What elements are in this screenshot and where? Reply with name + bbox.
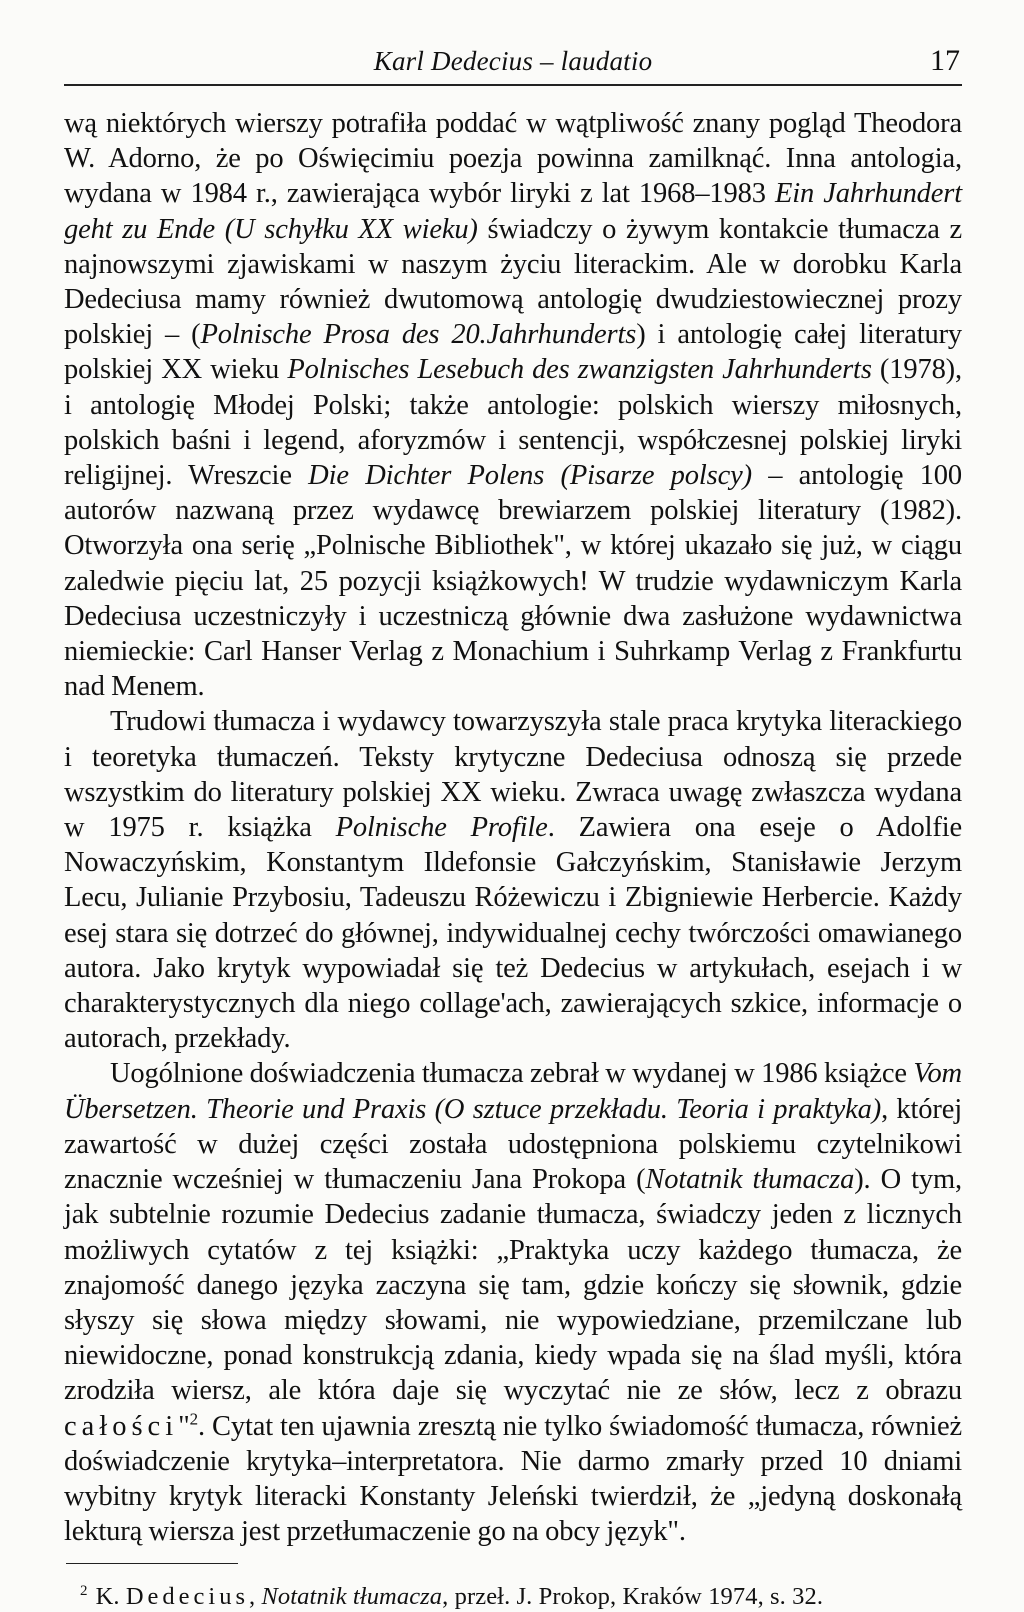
italic-title: Notatnik tłumacza: [645, 1164, 855, 1196]
italic-title: Ein Jahrhundert geht zu Ende (U schyłku XX wieku): [64, 178, 962, 245]
text-run: , przeł. J. Prokop, Kraków 1974, s. 32.: [442, 1583, 824, 1611]
page-header: [64, 38, 962, 86]
text-run: . Cytat ten ujawnia zresztą nie tylko świadomość tłumacza, również doświadczenie krytyka–interpretatora. Nie darmo zmarły przed 10 dniami wybitny krytyk literacki Konstanty Jeleński twierdził, że „jedyną doskonałą lekturą wiersza jest przetłumaczenie go na obcy język".: [64, 1410, 962, 1548]
spaced-emphasis: Dedecius: [125, 1583, 250, 1611]
text-run: K.: [95, 1583, 126, 1611]
footnote-rule: [66, 1563, 238, 1564]
italic-title: Polnische Profile: [335, 812, 548, 844]
text-run: Uogólnione doświadczenia tłumacza zebrał w wydanej w 1986 książce: [110, 1058, 914, 1090]
paragraph-2: [64, 704, 962, 1056]
text-run: ": [178, 1410, 190, 1442]
spaced-emphasis: całości: [64, 1410, 179, 1442]
italic-title: Polnisches Lesebuch des zwanzigsten Jahrhunderts: [287, 354, 872, 386]
running-title: Karl Dedecius – laudatio: [373, 46, 653, 76]
text-run: . Zawiera ona eseje o Adolfie Nowaczyńskim, Konstantym Ildefonsie Gałczyńskim, Stanisławie Jerzym Lecu, Julianie Przybosiu, Tadeuszu Różewiczu i Zbigniewie Herbercie. Każdy esej stara się dotrzeć do głównej, indywidualnej cechy twórczości omawianego autora. Jako krytyk wypowiadał się też Dedecius w artykułach, esejach i w charakterystycznych dla niego collage'ach, zawierających szkice, informacje o autorach, przekłady.: [64, 812, 963, 1055]
text-run: ). O tym, jak subtelnie rozumie Dedecius zadanie tłumacza, świadczy jeden z licznych możliwych cytatów z tej książki: „Praktyka uczy każdego tłumacza, że znajomość danego języka zaczyna się tam, gdzie kończy się słownik, gdzie słyszy się słowa między słowami, nie wypowiedziane, przemilczane lub niewidoczne, ponad konstrukcją zdania, kiedy wpada się na ślad myśli, która zrodziła wiersz, ale która daje się wyczytać nie ze słów, lecz z obrazu: [64, 1164, 963, 1407]
italic-title: Vom Übersetzen. Theorie und Praxis (O sztuce przekładu. Teoria i praktyka): [64, 1058, 962, 1125]
text-run: Trudowi tłumacza i wydawcy towarzyszyła stale praca krytyka literackiego i teoretyka tłumaczeń. Teksty krytyczne Dedeciusa odnoszą się przede wszystkim do literatury polskiej XX wieku. Zwraca uwagę zwłaszcza wydana w 1975 r. książka: [64, 706, 962, 844]
text-run: świadczy o żywym kontakcie tłumacza z najnowszymi zjawiskami w naszym życiu literackim. Ale w dorobku Karla Dedeciusa mamy również dwutomową antologię dwudziestowiecznej prozy polskiej – (: [64, 213, 962, 351]
text-run: ,: [249, 1583, 262, 1611]
text-run: ) i antologię całej literatury polskiej XX wieku: [64, 319, 963, 386]
page-number: 17: [930, 44, 960, 77]
text-run: , której zawartość w dużej części została udostępniona polskiemu czytelnikowi znacznie wcześniej w tłumaczeniu Jana Prokopa (: [64, 1093, 962, 1196]
italic-title: Die Dichter Polens (Pisarze polscy): [308, 460, 752, 492]
footnote-number: 2: [80, 1583, 88, 1600]
italic-title: Polnische Prosa des 20.Jahrhunderts: [200, 319, 637, 351]
footnote-text: [96, 1583, 823, 1610]
footnote: [64, 1582, 962, 1612]
text-run: (1978), i antologię Młodej Polski; także antologie: polskich wierszy miłosnych, polskich baśni i legend, aforyzmów i sentencji, współczesnej polskiej liryki religijnej. Wreszcie: [64, 354, 962, 492]
italic-title: Notatnik tłumacza: [261, 1583, 443, 1611]
paragraph-3: [64, 1056, 962, 1549]
paragraph-1: [64, 106, 962, 704]
body-text: [64, 106, 962, 1549]
text-run: – antologię 100 autorów nazwaną przez wydawcę brewiarzem polskiej literatury (1982). Otworzyła ona serię „Polnische Bibliothek", w której ukazało się już, w ciągu zaledwie pięciu lat, 25 pozycji książkowych! W trudzie wydawniczym Karla Dedeciusa uczestniczyły i uczestniczą głównie dwa zasłużone wydawnictwa niemieckie: Carl Hanser Verlag z Monachium i Suhrkamp Verlag z Frankfurtu nad Menem.: [64, 460, 962, 703]
text-run: wą niektórych wierszy potrafiła poddać w wątpliwość znany pogląd Theodora W. Adorno, że po Oświęcimiu poezja powinna zamilknąć. Inna antologia, wydana w 1984 r., zawierająca wybór liryki z lat 1968–1983: [64, 108, 962, 210]
page: [64, 38, 962, 1612]
footnote-ref: 2: [189, 1409, 198, 1429]
